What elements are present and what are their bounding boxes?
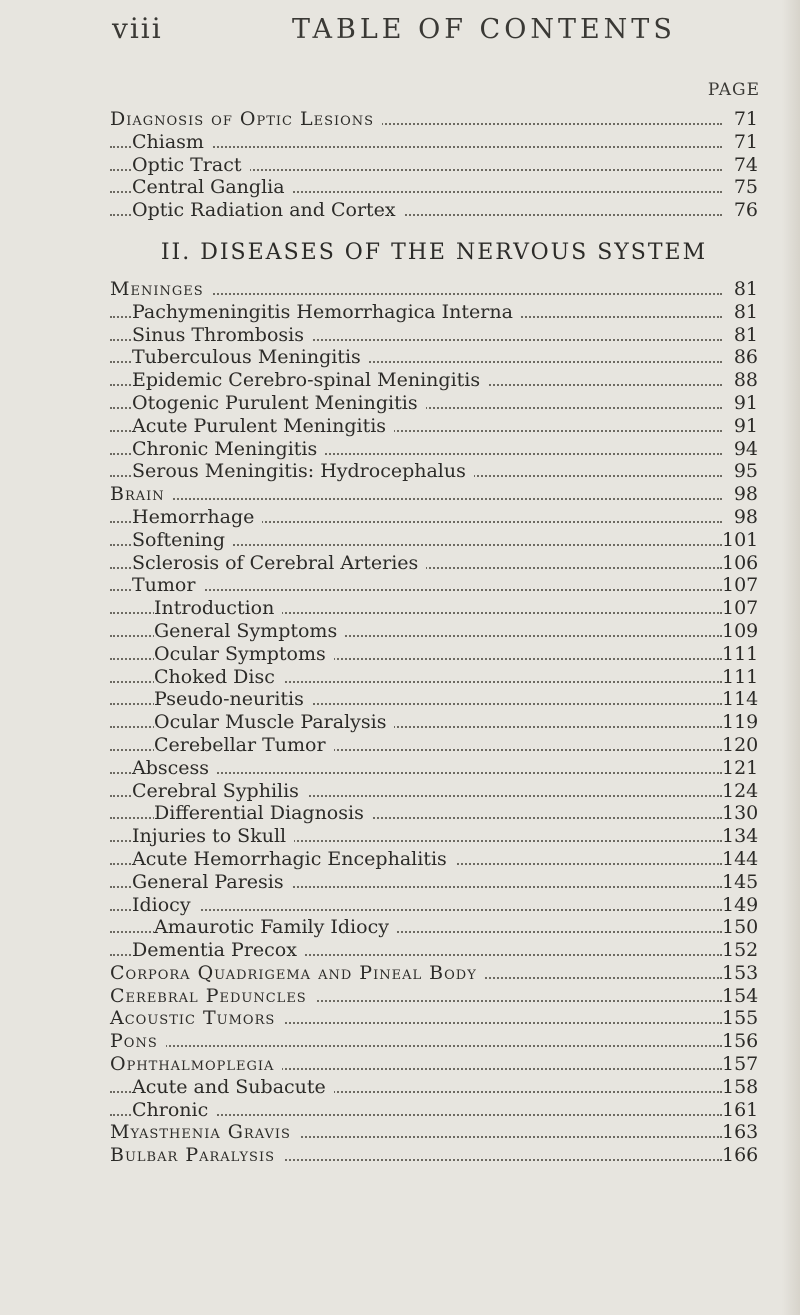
contents-entry [110, 574, 758, 597]
entry-title: Dementia Precox [132, 939, 305, 962]
contents-entry [110, 1030, 758, 1053]
entry-title: Choked Disc [154, 666, 283, 689]
entry-page-number: 106 [722, 551, 759, 574]
entry-title: Optic Radiation and Cortex [132, 199, 404, 222]
contents-entry [110, 460, 758, 483]
contents-entry [110, 711, 758, 734]
entry-title: Idiocy [132, 894, 199, 917]
contents-entry [110, 1121, 758, 1144]
entry-title: Cerebral Peduncles [110, 985, 315, 1008]
entry-page-number: 120 [722, 733, 759, 756]
contents-entry [110, 985, 758, 1008]
entry-title: Differential Diagnosis [154, 802, 372, 825]
entry-page-number: 81 [722, 301, 758, 324]
entry-title: Cerebral Syphilis [132, 780, 307, 803]
entry-page-number: 154 [722, 984, 759, 1007]
contents-entry [110, 108, 758, 131]
entry-title: Abscess [132, 757, 217, 780]
contents-entry [110, 552, 758, 575]
entry-page-number: 163 [722, 1121, 759, 1144]
entry-page-number: 119 [722, 711, 759, 734]
contents-entry [110, 1076, 758, 1099]
entry-page-number: 88 [722, 369, 758, 392]
entry-title: Acoustic Tumors [110, 1007, 283, 1030]
entry-title: Myasthenia Gravis [110, 1121, 299, 1144]
entry-page-number: 124 [722, 779, 759, 802]
entry-title: Chiasm [132, 131, 212, 154]
entry-title: Acute Hemorrhagic Encephalitis [132, 848, 455, 871]
entry-title: General Symptoms [154, 620, 345, 643]
contents-entry [110, 392, 758, 415]
entry-page-number: 145 [722, 870, 759, 893]
entry-title: Tuberculous Meningitis [132, 346, 369, 369]
contents-entry [110, 131, 758, 154]
entry-page-number: 75 [722, 176, 758, 199]
entry-page-number: 86 [722, 346, 758, 369]
contents-entry [110, 438, 758, 461]
contents-entry [110, 346, 758, 369]
entry-page-number: 101 [722, 528, 759, 551]
contents-entry [110, 688, 758, 711]
entry-title: Corpora Quadrigema and Pineal Body [110, 962, 485, 985]
entry-page-number: 166 [722, 1144, 759, 1167]
contents-entry [110, 301, 758, 324]
section-heading: II. DISEASES OF THE NERVOUS SYSTEM [160, 239, 708, 265]
contents-group-optic [110, 108, 758, 222]
running-title: TABLE OF CONTENTS [292, 14, 676, 45]
entry-page-number: 153 [722, 961, 759, 984]
contents-entry [110, 483, 758, 506]
contents-entry [110, 825, 758, 848]
entry-page-number: 74 [722, 154, 758, 177]
entry-page-number: 81 [722, 324, 758, 347]
contents-entry [110, 1144, 758, 1167]
entry-page-number: 150 [722, 916, 759, 939]
entry-page-number: 158 [722, 1075, 759, 1098]
entry-page-number: 144 [722, 847, 759, 870]
entry-page-number: 109 [722, 619, 759, 642]
contents-entry [110, 1099, 758, 1122]
entry-title: Diagnosis of Optic Lesions [110, 108, 382, 131]
entry-title: Ocular Symptoms [154, 643, 334, 666]
entry-page-number: 98 [722, 483, 758, 506]
entry-title: Amaurotic Family Idiocy [154, 916, 397, 939]
entry-page-number: 91 [722, 415, 758, 438]
page-number: viii [112, 12, 163, 45]
contents-entry [110, 1007, 758, 1030]
entry-title: Introduction [154, 597, 282, 620]
contents-entry [110, 1053, 758, 1076]
entry-page-number: 98 [722, 506, 758, 529]
contents-group-nervous-system [110, 278, 758, 1167]
entry-title: Epidemic Cerebro-spinal Meningitis [132, 369, 488, 392]
entry-page-number: 111 [722, 642, 759, 665]
contents-entry [110, 916, 758, 939]
entry-page-number: 81 [722, 278, 758, 301]
entry-page-number: 71 [722, 108, 758, 131]
entry-title: Cerebellar Tumor [154, 734, 334, 757]
entry-title: Optic Tract [132, 154, 250, 177]
contents-entry [110, 757, 758, 780]
contents-entry [110, 734, 758, 757]
dot-leader [110, 909, 722, 911]
entry-title: Acute and Subacute [132, 1076, 334, 1099]
entry-title: Pons [110, 1030, 166, 1053]
entry-title: Ophthalmoplegia [110, 1053, 282, 1076]
contents-entry [110, 939, 758, 962]
contents-entry [110, 415, 758, 438]
entry-title: Acute Purulent Meningitis [132, 415, 394, 438]
entry-title: Softening [132, 529, 233, 552]
contents-list [110, 108, 758, 1167]
contents-entry [110, 369, 758, 392]
contents-entry [110, 529, 758, 552]
entry-title: General Paresis [132, 871, 292, 894]
entry-page-number: 149 [722, 893, 759, 916]
entry-title: Pachymeningitis Hemorrhagica Interna [132, 301, 521, 324]
contents-entry [110, 962, 758, 985]
entry-page-number: 107 [722, 574, 759, 597]
entry-title: Injuries to Skull [132, 825, 294, 848]
contents-entry [110, 643, 758, 666]
contents-entry [110, 154, 758, 177]
contents-entry [110, 848, 758, 871]
contents-entry [110, 597, 758, 620]
entry-page-number: 114 [722, 688, 759, 711]
entry-page-number: 94 [722, 438, 758, 461]
dot-leader [110, 498, 722, 500]
entry-page-number: 134 [722, 825, 759, 848]
entry-page-number: 130 [722, 802, 759, 825]
entry-page-number: 91 [722, 392, 758, 415]
entry-page-number: 161 [722, 1098, 759, 1121]
entry-page-number: 107 [722, 597, 759, 620]
entry-page-number: 111 [722, 665, 759, 688]
contents-entry [110, 666, 758, 689]
entry-title: Sclerosis of Cerebral Arteries [132, 552, 426, 575]
contents-entry [110, 780, 758, 803]
entry-title: Tumor [132, 574, 203, 597]
entry-title: Hemorrhage [132, 506, 262, 529]
contents-entry [110, 324, 758, 347]
page-header [112, 12, 740, 52]
entry-title: Ocular Muscle Paralysis [154, 711, 394, 734]
contents-entry [110, 620, 758, 643]
entry-title: Sinus Thrombosis [132, 324, 312, 347]
entry-title: Serous Meningitis: Hydrocephalus [132, 460, 474, 483]
entry-title: Chronic [132, 1099, 216, 1122]
contents-entry [110, 176, 758, 199]
entry-title: Pseudo-neuritis [154, 688, 312, 711]
page-edge-shadow [782, 0, 800, 1315]
contents-entry [110, 871, 758, 894]
entry-page-number: 121 [722, 756, 759, 779]
dot-leader [110, 1045, 722, 1047]
entry-page-number: 156 [722, 1030, 759, 1053]
entry-title: Central Ganglia [132, 176, 293, 199]
entry-title: Brain [110, 483, 173, 506]
entry-title: Bulbar Paralysis [110, 1144, 283, 1167]
entry-title: Chronic Meningitis [132, 438, 325, 461]
page-column-label: PAGE [707, 80, 760, 100]
contents-entry [110, 894, 758, 917]
entry-page-number: 95 [722, 460, 758, 483]
contents-entry [110, 802, 758, 825]
entry-page-number: 155 [722, 1007, 759, 1030]
entry-title: Otogenic Purulent Meningitis [132, 392, 426, 415]
contents-entry [110, 278, 758, 301]
entry-page-number: 76 [722, 199, 758, 222]
entry-page-number: 71 [722, 131, 758, 154]
entry-page-number: 157 [722, 1053, 759, 1076]
contents-entry [110, 506, 758, 529]
entry-title: Meninges [110, 278, 212, 301]
contents-entry [110, 199, 758, 222]
entry-page-number: 152 [722, 939, 759, 962]
